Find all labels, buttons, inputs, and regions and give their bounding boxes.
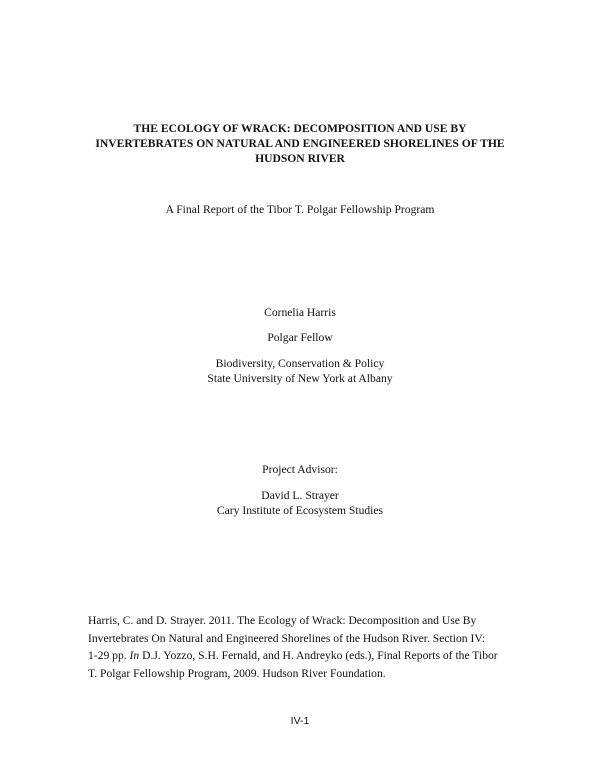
- author-name: Cornelia Harris: [264, 306, 336, 319]
- citation-line-3-start: 1-29 pp.: [88, 649, 130, 662]
- citation-line-3-end: D.J. Yozzo, S.H. Fernald, and H. Andreyko (eds.), Final Reports of the Tibor: [139, 649, 498, 662]
- citation-line-1: Harris, C. and D. Strayer. 2011. The Ecology of Wrack: Decomposition and Use By: [88, 614, 477, 627]
- report-title: [60, 121, 540, 166]
- citation-line-4: T. Polgar Fellowship Program, 2009. Hudson River Foundation.: [88, 666, 386, 680]
- advisor-heading: Project Advisor:: [262, 463, 338, 476]
- citation-italic-in: In: [129, 649, 140, 662]
- citation-line-3: [88, 647, 528, 665]
- page-number: IV-1: [290, 715, 310, 727]
- citation-block: [88, 612, 528, 682]
- author-role: Polgar Fellow: [267, 331, 333, 344]
- title-line-3: HUDSON RIVER: [255, 152, 345, 165]
- advisor-institution: Cary Institute of Ecosystem Studies: [216, 504, 384, 517]
- author-department: Biodiversity, Conservation & Policy: [215, 357, 385, 370]
- author-institution: State University of New York at Albany: [207, 372, 393, 385]
- report-subtitle: A Final Report of the Tibor T. Polgar Fellowship Program: [165, 203, 435, 216]
- citation-line-2: Invertebrates On Natural and Engineered Shorelines of the Hudson River. Section IV:: [88, 631, 486, 645]
- title-line-1: THE ECOLOGY OF WRACK: DECOMPOSITION AND USE BY: [133, 122, 467, 135]
- advisor-name: David L. Strayer: [261, 489, 339, 502]
- title-line-2: INVERTEBRATES ON NATURAL AND ENGINEERED SHORELINES OF THE: [95, 137, 505, 150]
